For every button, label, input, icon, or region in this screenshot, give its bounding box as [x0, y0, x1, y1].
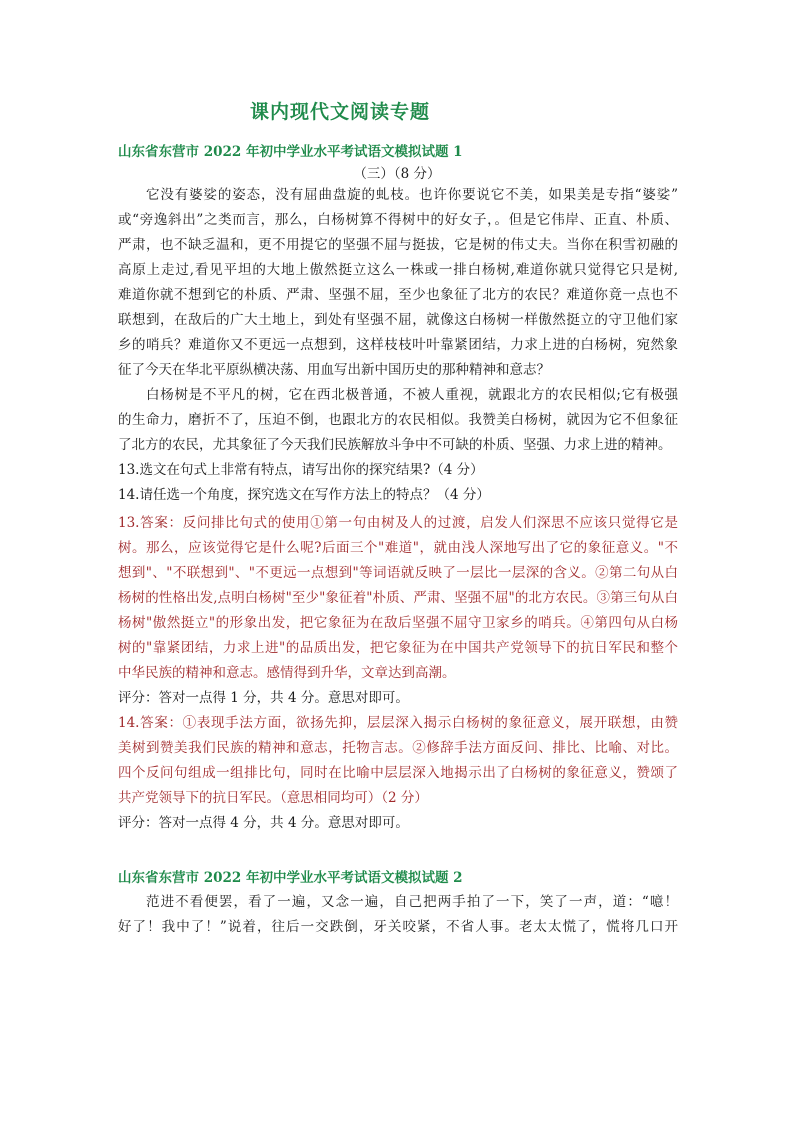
score-13: 评分：答对一点得 1 分，共 4 分。意思对即可。	[118, 690, 409, 706]
passage-line: 严肃，也不缺乏温和，更不用提它的坚强不屈与挺拔，它是树的伟丈夫。当你在积雪初融的	[118, 237, 678, 253]
passage-line: 或“旁逸斜出”之类而言，那么，白杨树算不得树中的好女子，。但是它伟岸、正直、朴质、	[118, 212, 678, 228]
passage-line: 联想到，在敌后的广大土地上，到处有坚强不屈，就像这白杨树一样傲然挺立的守卫他们家	[118, 312, 678, 328]
passage-line: 高原上走过,看见平坦的大地上傲然挺立这么一株或一排白杨树,难道你就只觉得它只是树,	[118, 262, 678, 278]
answer-13-line: 中华民族的精神和意志。感情得到升华，文章达到高潮。	[118, 665, 456, 681]
passage-line: 白杨树是不平凡的树，它在西北极普通，不被人重视，就跟北方的农民相似;它有极强	[146, 387, 678, 403]
section-heading: （三）（8 分）	[353, 166, 441, 182]
passage-line: 的生命力，磨折不了，压迫不倒，也跟北方的农民相似。我赞美白杨树，就因为它不但象征	[118, 412, 678, 428]
passage-line: 了北方的农民，尤其象征了今天我们民族解放斗争中不可缺的朴质、坚强、力求上进的精神。	[118, 437, 672, 453]
answer-13-line: 杨树"傲然挺立"的形象出发，把它象征为在敌后坚强不屈守卫家乡的哨兵。④第四句从白杨	[118, 615, 678, 631]
answer-14-line: 共产党领导下的抗日军民。（意思相同均可）（2 分）	[118, 790, 428, 806]
question-13: 13.选文在句式上非常有特点，请写出你的探究结果?（4 分）	[118, 462, 484, 478]
answer-13-line: 杨树的性格出发,点明白杨树"至少"象征着"朴质、严肃、坚强不屈"的北方农民。③第三句从白	[118, 590, 678, 606]
passage-line: 好了！我中了！”说着，往后一交跌倒，牙关咬紧，不省人事。老太太慌了，慌将几口开	[118, 919, 678, 935]
passage-line: 范进不看便罢，看了一遍，又念一遍，自己把两手拍了一下，笑了一声，道：“噫！	[146, 894, 678, 910]
passage-line: 难道你就不想到它的朴质、严肃、坚强不屈，至少也象征了北方的农民？难道你竟一点也不	[118, 287, 678, 303]
answer-13-line: 树。那么，应该觉得它是什么呢?后面三个"难道"，就由浅人深地写出了它的象征意义。"不	[118, 540, 678, 556]
source-heading-2: 山东省东营市 2022 年初中学业水平考试语文模拟试题 2	[118, 870, 463, 886]
passage-line: 征了今天在华北平原纵横决荡、用血写出新中国历史的那种精神和意志？	[118, 362, 550, 378]
answer-14-line: 美树到赞美我们民族的精神和意志，托物言志。②修辞手法方面反问、排比、比喻、对比。	[118, 740, 678, 756]
answer-13-line: 想到"、"不联想到"、"不更远一点想到"等词语就反映了一层比一层深的含义。②第二句从白	[118, 565, 678, 581]
question-14: 14.请任选一个角度，探究选文在写作方法上的特点？（4 分）	[118, 487, 490, 503]
passage-line: 它没有婆娑的姿态，没有屈曲盘旋的虬枝。也许你要说它不美，如果美是专指“婆娑”	[146, 187, 678, 203]
page-title: 课内现代文阅读专题	[249, 101, 430, 123]
score-14: 评分：答对一点得 4 分，共 4 分。意思对即可。	[118, 815, 409, 831]
answer-14-line: 14.答案：①表现手法方面，欲扬先抑，层层深入揭示白杨树的象征意义，展开联想，由赞	[118, 715, 678, 731]
answer-13-line: 13.答案：反问排比句式的使用①第一句由树及人的过渡，启发人们深思不应该只觉得它是	[118, 515, 678, 531]
passage-line: 乡的哨兵？难道你又不更远一点想到，这样枝枝叶叶靠紧团结，力求上进的白杨树，宛然象	[118, 337, 678, 353]
source-heading-1: 山东省东营市 2022 年初中学业水平考试语文模拟试题 1	[118, 144, 463, 160]
answer-13-line: 树的"靠紧团结，力求上进"的品质出发，把它象征为在中国共产党领导下的抗日军民和整个	[118, 640, 678, 656]
answer-14-line: 四个反问句组成一组排比句，同时在比喻中层层深入地揭示出了白杨树的象征意义，赞颂了	[118, 765, 678, 781]
